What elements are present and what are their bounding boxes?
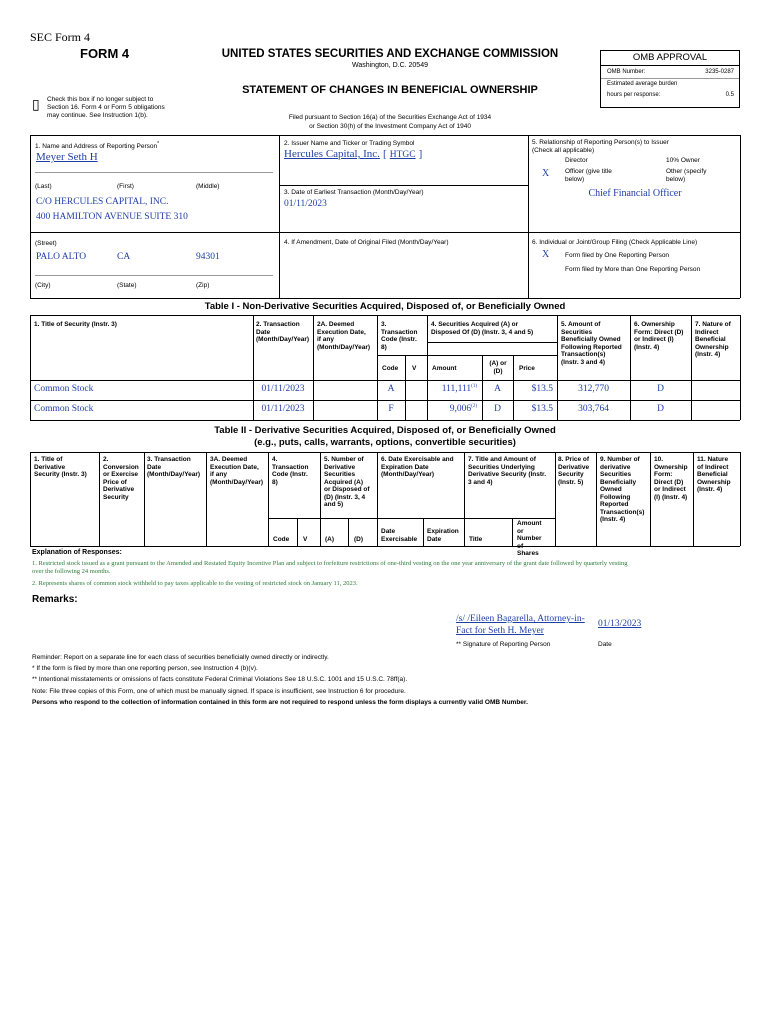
row2-amount: [427, 404, 477, 414]
t1-h5-l1: 5. Amount of: [561, 321, 601, 328]
row1-title: Common Stock: [34, 384, 94, 394]
last-label: (Last): [35, 183, 52, 190]
omb-number: 3235-0287: [705, 69, 734, 75]
t2-sub-exp-l2: Date: [427, 535, 442, 543]
t2-h9-l4: Beneficially: [600, 478, 637, 486]
t2-h5-l1: 5. Number of: [324, 456, 364, 463]
t2-h1-l3: Security (Instr. 3): [34, 471, 87, 478]
t2-sub-amount: [517, 520, 542, 558]
t1-h7-l5: (Instr. 4): [695, 351, 721, 358]
t2-h2: [103, 456, 139, 501]
t2-h2-l2: Conversion: [103, 463, 139, 471]
omb-burden-label-1: Estimated average burden: [607, 81, 678, 87]
t2-h1-l2: Derivative: [34, 463, 66, 471]
t2-sub-title: Title: [469, 536, 483, 543]
state-value: CA: [117, 252, 131, 262]
t2-h8-l1: 8. Price of: [558, 456, 590, 463]
omb-burden: 0.5: [725, 92, 734, 98]
t2-h10-l5: or Indirect: [654, 486, 686, 493]
other-label-2: below): [666, 176, 686, 183]
t2-h7: [468, 456, 546, 486]
commission-location: Washington, D.C. 20549: [351, 62, 428, 69]
t2-h11-l5: (Instr. 4): [697, 486, 723, 493]
t1-h4-l1: 4. Securities Acquired (A) or: [431, 321, 519, 328]
t2-h8-l3: Security: [558, 471, 584, 478]
t2-sub-date-ex-l2: Exercisable: [381, 535, 418, 543]
t1-h2a: [317, 321, 370, 351]
t1-h2-l2: Date: [256, 328, 271, 336]
remarks-heading: Remarks:: [32, 594, 78, 605]
t1-h6-l4: (Instr. 4): [634, 343, 660, 351]
filed-line-2: or Section 30(h) of the Investment Company Act of 1940: [309, 123, 471, 130]
t1-h5-l6: (Instr. 3 and 4): [561, 358, 606, 366]
row1-amount-value: 111,111: [441, 384, 472, 395]
officer-label: [565, 168, 612, 184]
t2-h11-l2: of Indirect: [697, 463, 729, 471]
other-label: [666, 168, 706, 184]
explanation-heading: Explanation of Responses:: [32, 549, 122, 556]
t2-h9-l8: Transaction(s): [600, 508, 645, 516]
t2-h2-l3: or Exercise: [103, 471, 139, 478]
box1-label: [35, 140, 159, 151]
t1-h4-l2: Disposed Of (D) (Instr. 3, 4 and 5): [431, 328, 534, 336]
t2-h5-l3: Securities: [324, 471, 356, 478]
t2-sub-amount-l4: of: [517, 542, 524, 550]
t1-sub-ad-l2: (D): [493, 367, 503, 375]
t2-h5: [324, 456, 370, 509]
reporting-person-name[interactable]: Meyer Seth H: [36, 151, 98, 163]
commission-name: UNITED STATES SECURITIES AND EXCHANGE COMMISSION: [221, 48, 559, 60]
t2-h3: [147, 456, 200, 479]
checkbox-line-2: Section 16. Form 4 or Form 5 obligations: [47, 104, 165, 111]
t2-h5-l7: and 5): [324, 501, 344, 508]
t2-h6: [381, 456, 454, 479]
t2-h9-l3: Securities: [600, 471, 632, 478]
row2-amount-value: 9,006: [449, 404, 472, 415]
table2-title-1: Table II - Derivative Securities Acquired, Disposed of, or Beneficially Owned: [214, 425, 556, 436]
t1-h2a-l3: if any: [317, 336, 334, 343]
t2-h7-l2: Securities Underlying: [468, 463, 535, 471]
t1-h3-l4: 8): [381, 343, 387, 351]
t2-h9: [600, 456, 644, 524]
t1-h7: [695, 321, 731, 359]
omb-title: OMB APPROVAL: [601, 51, 739, 66]
t2-h3-l2: Date: [147, 463, 162, 471]
first-label: (First): [117, 183, 134, 190]
row2-form: D: [657, 404, 664, 414]
t2-sub-date-ex-l1: Date: [381, 528, 396, 535]
t2-h10-l4: Direct (D): [654, 478, 684, 486]
t2-h7-l3: Derivative Security (Instr.: [468, 471, 547, 478]
t2-h8-l4: (Instr. 5): [558, 478, 584, 486]
t2-sub-d: (D): [354, 536, 364, 543]
form-title: FORM 4: [80, 46, 130, 61]
note-misstatements: ** Intentional misstatements or omissions of facts constitute Federal Criminal Violations See 18 U.S.C. 1001 and 15 U.S.C. 78ff(a).: [32, 676, 408, 684]
t2-h2-l6: Security: [103, 493, 129, 501]
t1-h7-l1: 7. Nature of: [695, 321, 731, 328]
t2-h3-l1: 3. Transaction: [147, 456, 191, 463]
t1-sub-v: V: [412, 365, 417, 372]
t2-h9-l7: Reported: [600, 501, 629, 508]
officer-title: Chief Financial Officer: [588, 188, 682, 199]
t2-h2-l5: Derivative: [103, 486, 135, 493]
t2-h5-l2: Derivative: [324, 463, 356, 471]
date-label: Date: [598, 641, 612, 648]
checkbox-line-3: may continue. See Instruction 1(b).: [47, 112, 148, 119]
signature: [456, 613, 585, 637]
t2-h3-l3: (Month/Day/Year): [147, 471, 201, 478]
t1-h2a-l4: (Month/Day/Year): [317, 343, 371, 351]
city-value: PALO ALTO: [36, 252, 87, 262]
t2-h6-l2: Expiration Date: [381, 463, 429, 471]
address-line-2: 400 HAMILTON AVENUE SUITE 310: [36, 212, 188, 222]
t2-h1: [34, 456, 87, 479]
signature-line-2: Fact for Seth H. Meyer: [456, 626, 544, 636]
ticker-symbol[interactable]: HTGC: [389, 150, 416, 160]
t2-sub-a: (A): [325, 536, 335, 543]
row1-date: 01/11/2023: [261, 384, 305, 394]
t1-sub-code: Code: [382, 365, 399, 372]
t2-h7-l4: 3 and 4): [468, 478, 493, 486]
row2-date: 01/11/2023: [261, 404, 305, 414]
t2-h3a-l2: Execution Date,: [210, 463, 259, 471]
t1-h2a-l2: Execution Date,: [317, 328, 366, 336]
t2-sub-exp: [427, 528, 459, 543]
box5-label: [532, 139, 669, 155]
t1-sub-amount: Amount: [432, 365, 457, 372]
t2-h10-l6: (I) (Instr. 4): [654, 493, 688, 501]
box5-label-1: 5. Relationship of Reporting Person(s) to Issuer: [532, 139, 669, 146]
t2-sub-amount-l3: Number: [517, 535, 542, 542]
t2-h8: [558, 456, 589, 486]
t1-h6-l3: or Indirect (I): [634, 336, 674, 343]
t2-sub-amount-l1: Amount: [517, 520, 542, 527]
t2-h11-l1: 11. Nature: [697, 456, 729, 463]
note-more-than-one: * If the form is filed by more than one reporting person, see Instruction 4 (b)(v).: [32, 665, 258, 673]
table2-title-2: (e.g., puts, calls, warrants, options, convertible securities): [254, 437, 516, 448]
t1-h4: [431, 321, 533, 336]
t1-h5-l4: Following Reported: [561, 343, 622, 351]
more-person-label: Form filed by More than One Reporting Person: [565, 266, 701, 273]
t2-h9-l6: Following: [600, 493, 631, 501]
t2-h6-l3: (Month/Day/Year): [381, 471, 435, 478]
t1-h6-l1: 6. Ownership: [634, 321, 675, 328]
t2-h3a-l3: if any: [210, 471, 227, 478]
box3-label: 3. Date of Earliest Transaction (Month/Day/Year): [284, 189, 424, 196]
state-label: (State): [117, 282, 137, 289]
street-label: (Street): [35, 240, 57, 247]
row1-form: D: [657, 384, 664, 394]
row2-footnote: (2): [471, 404, 477, 409]
filed-line-1: Filed pursuant to Section 16(a) of the Securities Exchange Act of 1934: [288, 114, 492, 121]
t1-h3-l3: Code (Instr.: [381, 336, 417, 343]
t2-h4-l3: Code (Instr.: [272, 471, 308, 478]
t2-h2-l4: Price of: [103, 478, 127, 486]
signature-label: ** Signature of Reporting Person: [456, 641, 551, 648]
t2-h5-l4: Acquired (A): [324, 478, 363, 486]
signature-date: 01/13/2023: [598, 619, 642, 629]
officer-label-1: Officer (give title: [565, 168, 612, 175]
city-label: (City): [35, 282, 51, 289]
row1-footnote: (1): [471, 384, 477, 389]
issuer-name[interactable]: Hercules Capital, Inc.: [284, 148, 380, 160]
t2-h11-l4: Ownership: [697, 478, 731, 486]
t2-h4-l1: 4.: [272, 456, 278, 463]
t1-h1: 1. Title of Security (Instr. 3): [34, 321, 117, 328]
footnote-1: [32, 560, 752, 576]
t2-h5-l6: (D) (Instr. 3, 4: [324, 493, 366, 501]
t1-sub-ad: [483, 360, 513, 375]
director-label: Director: [565, 157, 588, 164]
zip-label: (Zip): [196, 282, 210, 289]
signature-line-1: /s/ /Eileen Bagarella, Attorney-in-: [456, 614, 585, 624]
t1-h3-l2: Transaction: [381, 328, 418, 336]
t2-h7-l1: 7. Title and Amount of: [468, 456, 536, 463]
t1-sub-price: Price: [519, 365, 535, 372]
t2-h4: [272, 456, 308, 486]
row1-price: $13.5: [531, 384, 553, 394]
t2-h6-l1: 6. Date Exercisable and: [381, 456, 454, 463]
box5-label-2: (Check all applicable): [532, 147, 595, 154]
t2-h3a-l4: (Month/Day/Year): [210, 478, 264, 486]
note-omb-number: Persons who respond to the collection of information contained in this form are not required to respond unless the form displays a currently valid OMB Number.: [32, 698, 528, 706]
t2-sub-date-ex: [381, 528, 417, 543]
t1-h2-l1: 2. Transaction: [256, 321, 300, 328]
row2-owned: 303,764: [578, 404, 609, 414]
no-longer-subject-checkbox[interactable]: ▯: [32, 96, 40, 112]
t2-h9-l1: 9. Number of: [600, 456, 640, 463]
row1-owned: 312,770: [578, 384, 609, 394]
notes: [32, 652, 752, 708]
row1-code: A: [387, 384, 395, 394]
t1-h5-l2: Securities: [561, 328, 593, 336]
box4-label: 4. If Amendment, Date of Original Filed (Month/Day/Year): [284, 239, 449, 246]
t2-h4-l2: Transaction: [272, 463, 309, 471]
footnote-1-line-1: 1. Restricted stock issued as a grant pursuant to the Amended and Restated Equity Incentive Plan and subject to forfeiture restrictions of one-third vesting on the one year anniversary of the grant date followed by quarterly vesting: [32, 560, 628, 567]
t2-sub-v: V: [303, 536, 308, 543]
officer-check[interactable]: X: [542, 168, 550, 179]
t2-h1-l1: 1. Title of: [34, 456, 63, 463]
footnote-1-line-2: over the following 24 months.: [32, 568, 111, 575]
footnote-2: 2. Represents shares of common stock withheld to pay taxes applicable to the vesting of restricted stock on January 11, 2023.: [32, 580, 358, 587]
t2-sub-amount-l5: Shares: [517, 550, 539, 557]
zip-value: 94301: [196, 252, 220, 262]
table1-title: Table I - Non-Derivative Securities Acquired, Disposed of, or Beneficially Owned: [204, 301, 566, 312]
t1-h7-l4: Ownership: [695, 343, 729, 351]
t2-h10-l3: Form:: [654, 471, 673, 478]
t1-h2-l3: (Month/Day/Year): [256, 336, 310, 343]
officer-label-2: below): [565, 176, 585, 183]
t1-h5-l3: Beneficially Owned: [561, 336, 621, 343]
other-label-1: Other (specify: [666, 168, 707, 175]
t1-h2: [256, 321, 309, 344]
box1-asterisk: *: [157, 141, 160, 147]
table2-title: [30, 425, 740, 449]
row2-code: F: [388, 404, 394, 414]
t2-h9-l5: Owned: [600, 486, 622, 493]
t2-sub-code: Code: [273, 536, 290, 543]
t1-h3: [381, 321, 417, 351]
t1-h7-l2: Indirect: [695, 328, 719, 336]
ticker-bracket-close: ]: [418, 148, 423, 160]
t2-h4-l4: 8): [272, 478, 278, 486]
t1-h5-l5: Transaction(s): [561, 351, 606, 358]
ticker-bracket-open: [: [382, 148, 387, 160]
omb-number-label: OMB Number:: [607, 69, 646, 75]
address-line-1: C/O HERCULES CAPITAL, INC.: [36, 197, 169, 207]
t1-h5: [561, 321, 622, 366]
row1-amount: [427, 384, 477, 394]
t2-h10-l2: Ownership: [654, 463, 688, 471]
note-three-copies: Note: File three copies of this Form, one of which must be manually signed. If space is insufficient, see Instruction 6 for procedure.: [32, 687, 406, 695]
checkbox-line-1: Check this box if no longer subject to: [47, 96, 154, 103]
one-person-label: Form filed by One Reporting Person: [565, 252, 670, 259]
t2-h9-l9: (Instr. 4): [600, 516, 626, 523]
t1-sub-ad-l1: (A) or: [489, 360, 507, 367]
row1-ad: A: [494, 384, 501, 394]
t1-h2a-l1: 2A. Deemed: [317, 321, 355, 328]
t2-h8-l2: Derivative: [558, 463, 590, 471]
issuer-line: [284, 148, 422, 160]
row2-title: Common Stock: [34, 404, 94, 414]
checkbox-text: [47, 96, 187, 120]
t2-h10-l1: 10.: [654, 456, 664, 463]
earliest-transaction-date: 01/11/2023: [284, 199, 327, 209]
box1-label-text: 1. Name and Address of Reporting Person: [35, 143, 158, 151]
filed-pursuant: [240, 113, 540, 131]
t1-h3-l1: 3.: [381, 321, 387, 328]
box6-label: 6. Individual or Joint/Group Filing (Check Applicable Line): [532, 239, 698, 246]
omb-burden-label-2: hours per response:: [607, 92, 661, 98]
note-reminder: Reminder: Report on a separate line for each class of securities beneficially owned directly or indirectly.: [32, 654, 329, 661]
t1-h6-l2: Form: Direct (D): [634, 328, 684, 336]
t2-sub-amount-l2: or: [517, 527, 524, 535]
statement-title: STATEMENT OF CHANGES IN BENEFICIAL OWNERSHIP: [242, 84, 538, 96]
row2-price: $13.5: [531, 404, 553, 414]
page-header: SEC Form 4: [30, 30, 91, 44]
row2-ad: D: [494, 404, 501, 414]
t2-h3a: [210, 456, 263, 486]
t2-h5-l5: or Disposed of: [324, 486, 370, 493]
t2-sub-exp-l1: Expiration: [427, 528, 459, 535]
t2-h10: [654, 456, 688, 501]
t2-h11-l3: Beneficial: [697, 471, 728, 478]
t2-h9-l2: derivative: [600, 463, 631, 471]
t1-h6: [634, 321, 683, 351]
one-person-check[interactable]: X: [542, 249, 550, 260]
omb-box: [600, 50, 740, 108]
t2-h3a-l1: 3A. Deemed: [210, 456, 248, 463]
box2-label: 2. Issuer Name and Ticker or Trading Symbol: [284, 140, 415, 147]
t2-h2-l1: 2.: [103, 456, 109, 463]
t1-h7-l3: Beneficial: [695, 336, 726, 343]
t2-h11: [697, 456, 731, 494]
middle-label: (Middle): [196, 183, 220, 190]
ten-pct-label: 10% Owner: [666, 157, 700, 164]
